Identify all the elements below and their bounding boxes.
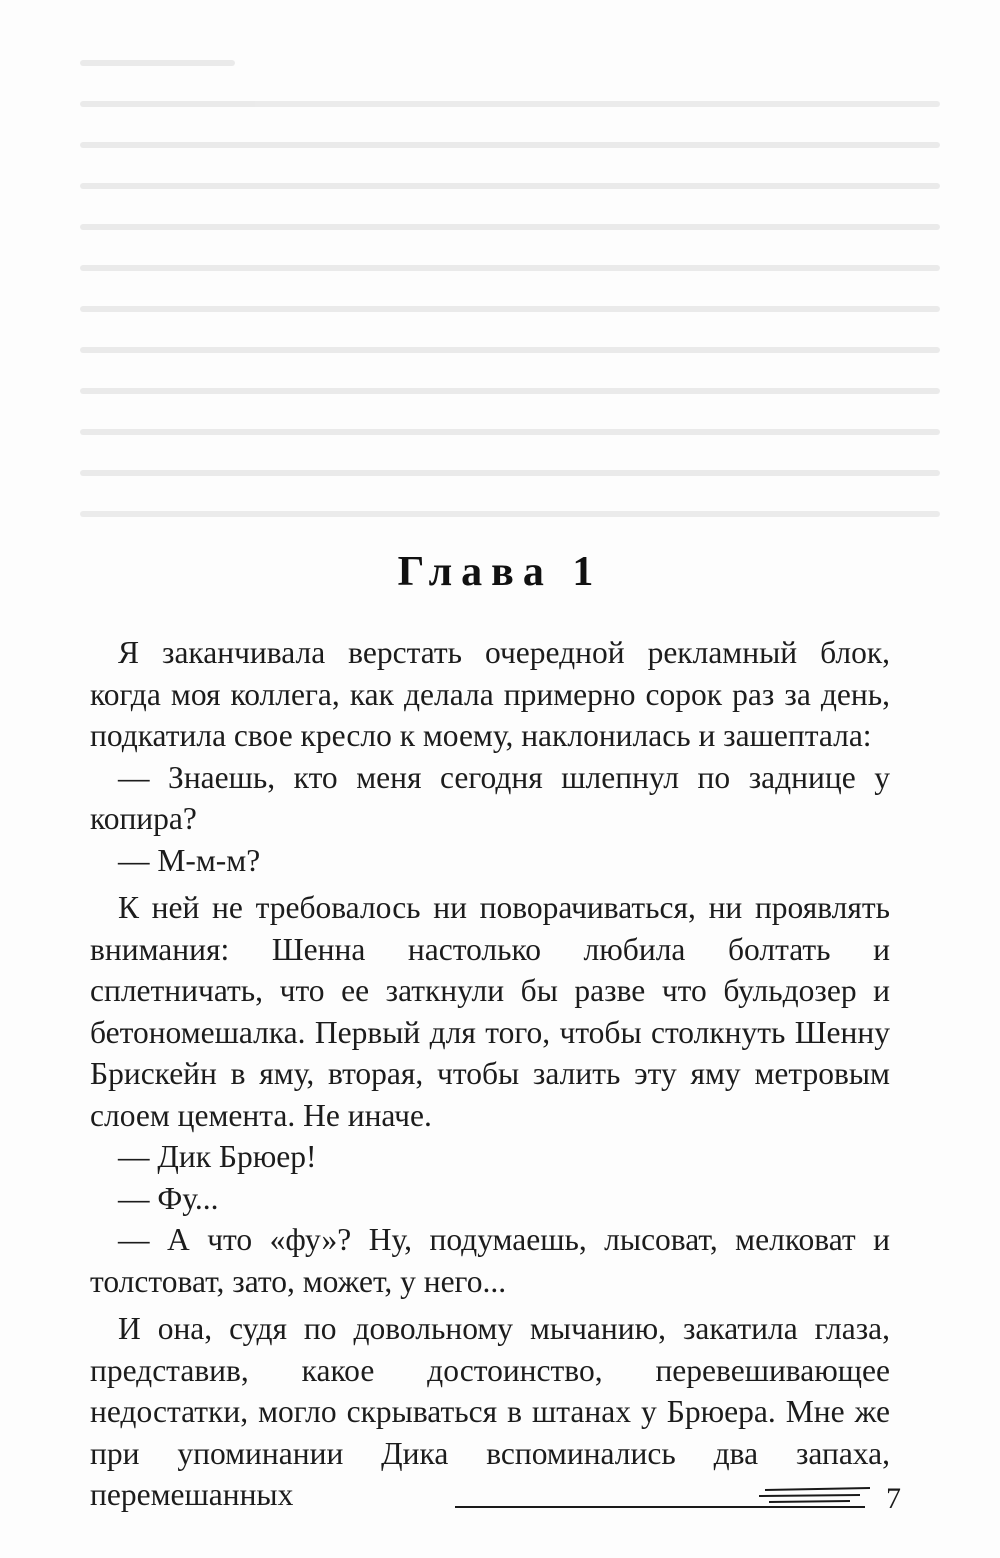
page-number: 7 <box>886 1482 901 1515</box>
reverse-side-show-through <box>80 60 940 620</box>
paragraph: Я заканчивала верстать очередной рекламный блок, когда моя коллега, как делала примерно сорок раз за день, подкатила свое кресло к моему, наклонилась и зашептала: <box>90 635 890 753</box>
paragraph: И она, судя по довольному мычанию, закатила глаза, представив, какое достоинство, перевешивающее недостатки, могло скрываться в штанах у Брюера. Мне же при упоминании Дика вспоминались два запаха, перемешанных <box>90 1311 890 1512</box>
paragraph: — М-м-м? <box>118 842 261 878</box>
chapter-title: Глава 1 <box>397 549 603 595</box>
paragraph: — А что «фу»? Ну, подумаешь, лысоват, мелковат и толстоват, зато, может, у него... <box>90 1222 890 1299</box>
paragraph: — Дик Брюер! <box>118 1139 317 1174</box>
paragraph: К ней не требовалось ни поворачиваться, ни проявлять внимания: Шенна настолько любила болтать и сплетничать, что ее заткнули бы разве что бульдозер и бетономешалка. Первый для того, чтобы столкнуть Шенну Брискейн в яму, вторая, чтобы залить эту яму метровым слоем цемента. Не иначе. <box>90 890 890 1133</box>
body-text <box>90 632 890 1516</box>
paragraph: — Знаешь, кто меня сегодня шлепнул по заднице у копира? <box>90 759 890 836</box>
paragraph: — Фу... <box>118 1180 219 1216</box>
footer-ornament <box>755 1482 875 1512</box>
